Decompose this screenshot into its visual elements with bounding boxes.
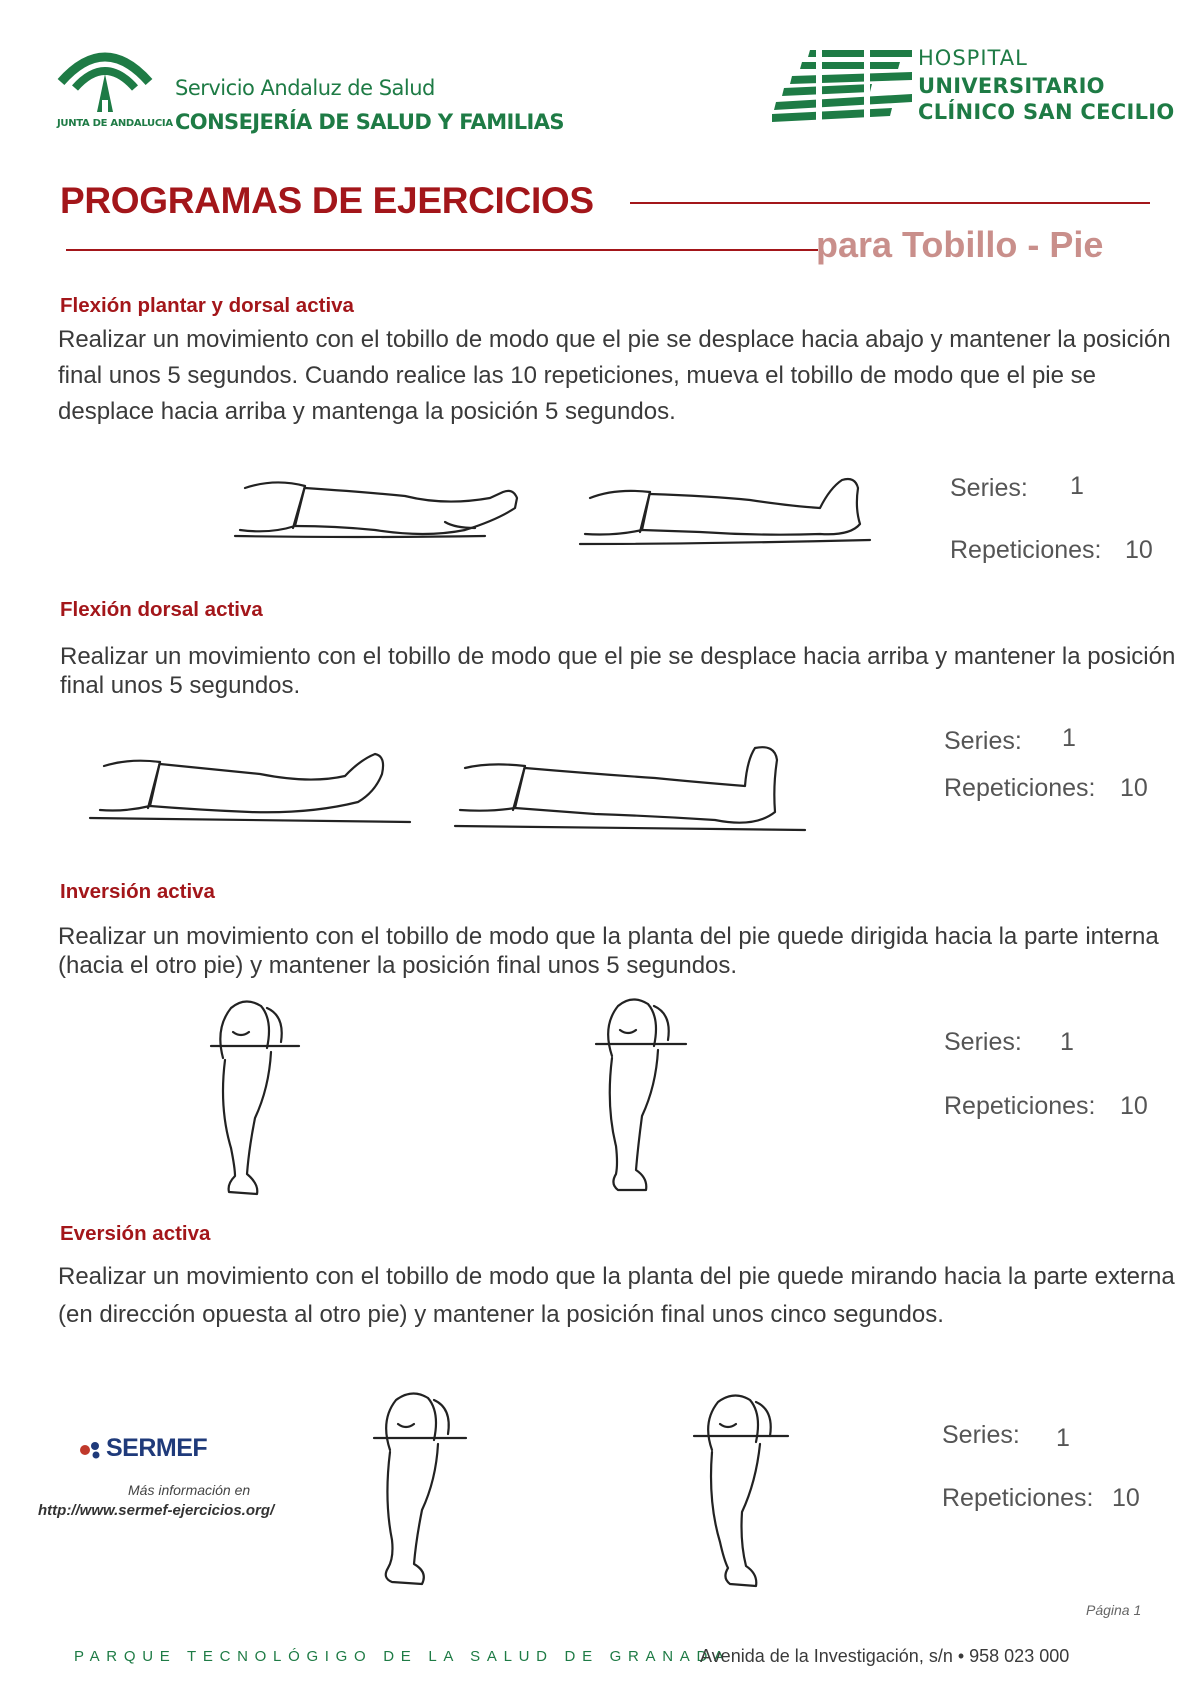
exercise-2-series-label: Series: bbox=[944, 727, 1022, 755]
exercise-1-reps-label: Repeticiones: bbox=[950, 536, 1102, 564]
junta-andalucia-logo-icon bbox=[55, 40, 155, 118]
leg-inversion-right-icon bbox=[590, 996, 700, 1196]
exercise-3-title: Inversión activa bbox=[60, 880, 215, 903]
exercise-2-title: Flexión dorsal activa bbox=[60, 598, 263, 621]
exercise-2-description: Realizar un movimiento con el tobillo de modo que el pie se desplace hacia arriba y mantener la posición final unos 5 segundos. bbox=[60, 643, 1176, 699]
footer-park-name: PARQUE TECNOLÓGIGO DE LA SALUD DE GRANADA bbox=[74, 1648, 731, 1665]
leg-eversion-right-icon bbox=[690, 1392, 800, 1592]
junta-caption: JUNTA DE ANDALUCIA bbox=[57, 118, 173, 129]
footer-address: Avenida de la Investigación, s/n • 958 023 000 bbox=[700, 1646, 1070, 1666]
page-title: PROGRAMAS DE EJERCICIOS bbox=[60, 180, 594, 221]
exercise-4-description: Realizar un movimiento con el tobillo de modo que la planta del pie quede mirando hacia la parte externa (en dirección opuesta al otro pie) y mantener la posición final unos cinco segundos. bbox=[58, 1263, 1175, 1328]
page-number: Página 1 bbox=[1086, 1602, 1142, 1618]
exercise-1-series-label: Series: bbox=[950, 474, 1028, 502]
leg-inversion-left-icon bbox=[205, 998, 315, 1196]
junta-service-name: Servicio Andaluz de Salud bbox=[175, 76, 435, 100]
title-rule-bottom bbox=[66, 249, 818, 251]
exercise-4-title: Eversión activa bbox=[60, 1222, 211, 1245]
exercise-4-series-label: Series: bbox=[942, 1421, 1020, 1449]
exercise-3-description: Realizar un movimiento con el tobillo de modo que la planta del pie quede dirigida hacia la parte interna (hacia el otro pie) y mantener la posición final unos 5 segundos. bbox=[58, 923, 1159, 979]
exercise-3-series-label: Series: bbox=[944, 1028, 1022, 1056]
leg-dorsiflexed-icon bbox=[455, 746, 805, 842]
sermef-logo-text: SERMEF bbox=[106, 1434, 208, 1462]
sermef-link[interactable]: http://www.sermef-ejercicios.org/ bbox=[38, 1502, 275, 1519]
exercise-3-series-value: 1 bbox=[1060, 1028, 1074, 1056]
hospital-name-line2: UNIVERSITARIO bbox=[918, 74, 1105, 98]
leg-plantar-flexion-icon bbox=[235, 478, 555, 558]
junta-council-name: CONSEJERÍA DE SALUD Y FAMILIAS bbox=[175, 110, 564, 134]
exercise-4-reps-value: 10 bbox=[1112, 1484, 1140, 1512]
exercise-2-reps-value: 10 bbox=[1120, 774, 1148, 802]
leg-neutral-icon bbox=[90, 752, 410, 832]
exercise-4-series-value: 1 bbox=[1056, 1424, 1070, 1452]
exercise-1-title: Flexión plantar y dorsal activa bbox=[60, 294, 354, 317]
exercise-3-reps-value: 10 bbox=[1120, 1092, 1148, 1120]
page-subtitle: para Tobillo - Pie bbox=[816, 224, 1104, 265]
hospital-name-line1: HOSPITAL bbox=[918, 46, 1028, 70]
hospital-name-line3: CLÍNICO SAN CECILIO bbox=[918, 100, 1175, 124]
exercise-1-series-value: 1 bbox=[1070, 472, 1084, 500]
exercise-2-reps-label: Repeticiones: bbox=[944, 774, 1096, 802]
exercise-2-series-value: 1 bbox=[1062, 724, 1076, 752]
exercise-4-reps-label: Repeticiones: bbox=[942, 1484, 1094, 1512]
leg-eversion-left-icon bbox=[370, 1390, 480, 1586]
title-rule-top bbox=[630, 202, 1150, 204]
exercise-3-reps-label: Repeticiones: bbox=[944, 1092, 1096, 1120]
exercise-1-description: Realizar un movimiento con el tobillo de modo que el pie se desplace hacia abajo y mantener la posición final unos 5 segundos. Cuando realice las 10 repeticiones, mueva el tobillo de modo que el pie se desplace hacia arriba y mantenga la posición 5 segundos. bbox=[58, 326, 1171, 425]
exercise-1-reps-value: 10 bbox=[1125, 536, 1153, 564]
leg-dorsal-flexion-icon bbox=[580, 478, 880, 558]
sermef-logo-icon bbox=[78, 1440, 104, 1460]
hospital-logo-icon bbox=[772, 50, 912, 130]
sermef-more-info: Más información en bbox=[128, 1482, 251, 1498]
